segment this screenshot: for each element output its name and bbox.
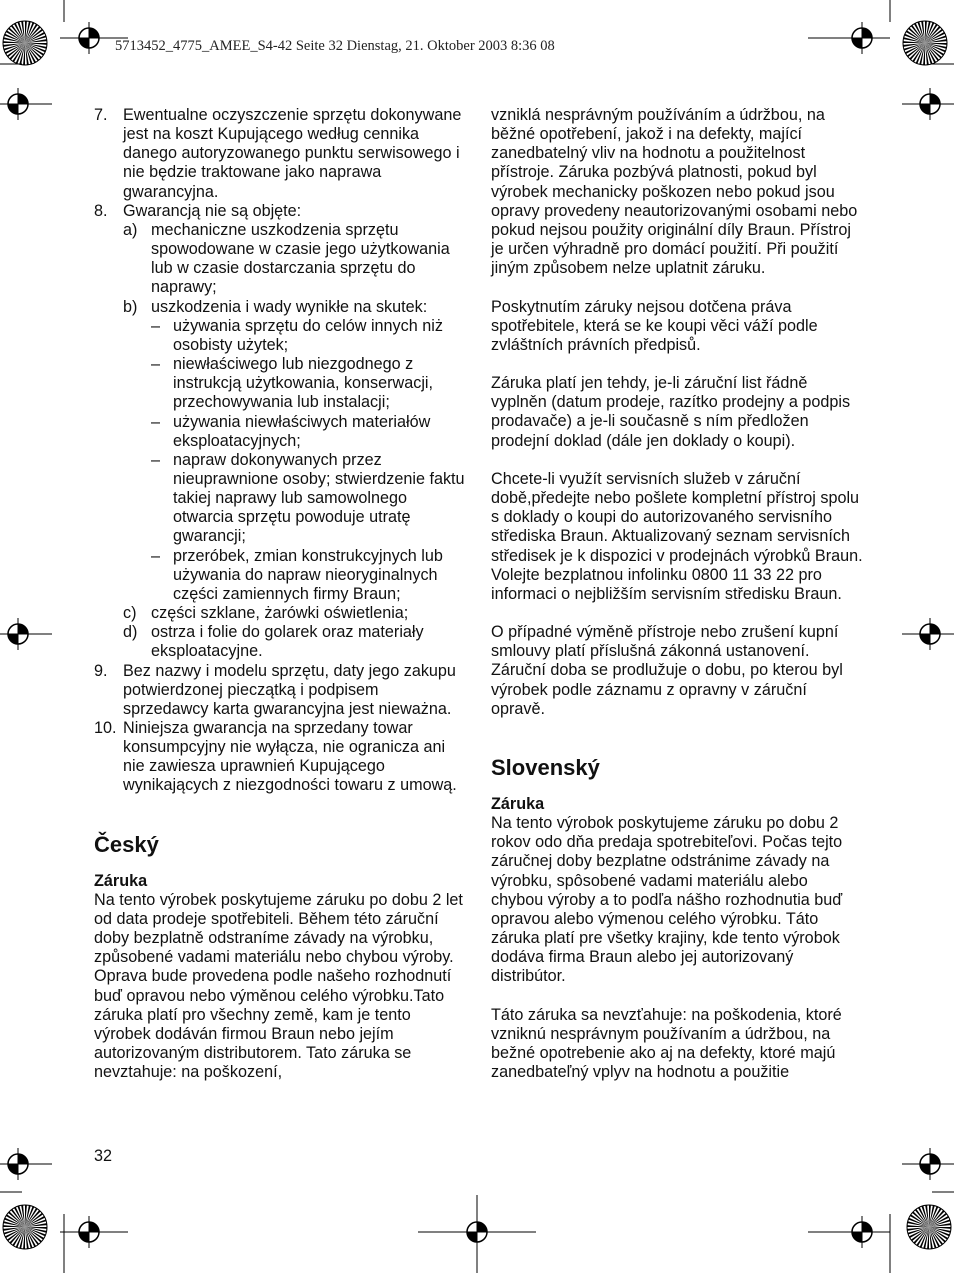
list-number: 9. bbox=[94, 661, 108, 680]
subheading-zaruka: Záruka bbox=[94, 871, 148, 890]
paragraph: Chcete-li využít servisních služeb v záruční době,předejte nebo pošlete kompletní přístroj spolu s doklady o koupi do autorizovaného servisního střediska Braun. Aktualizovaný seznam servisních středisek je k dispozici v prodejnách výrobků Braun. bbox=[491, 469, 863, 565]
paragraph: Na tento výrobek poskytujeme záruku po dobu 2 let od data prodeje spotřebiteli. Během této záruční doby bezplatně odstraníme závady na výrobku, způsobené vadami materiálu nebo chybou výroby. Oprava bude provedena podle našeho rozhodnutí buď opravou nebo výměnou celého výrobku.Tato záruka platí pro všechny země, kam je tento výrobek dodáván firmou Braun nebo jejím autorizovaným distributorem. Tato záruka se nevztahuje: na poškození, bbox=[94, 890, 463, 1082]
paragraph: Volejte bezplatnou infolinku 0800 11 33 22 pro informaci o nejbližším servisním středisku Braun. bbox=[491, 565, 842, 603]
dash-marker: – bbox=[151, 412, 161, 431]
sub-item bbox=[123, 604, 466, 623]
dash-item bbox=[151, 413, 466, 451]
list-text: Niniejsza gwarancja na sprzedany towar konsumpcyjny nie wyłącza, nie ogranicza ani nie zawiesza uprawnień Kupującego wynikających z niezgodności towaru z umową. bbox=[123, 719, 457, 795]
list-item bbox=[94, 719, 466, 796]
paragraph: O případné výměně přístroje nebo zrušení kupní smlouvy platí příslušná zákonná ustanovení. Záruční doba se prodlužuje o dobu, po kterou byl výrobek podle záznamu z opravny v záruční opravě. bbox=[491, 623, 843, 718]
dash-item bbox=[151, 317, 466, 355]
paragraph: Na tento výrobok poskytujeme záruku po dobu 2 rokov odo dňa predaja spotrebiteľovi. Počas tejto záručnej doby bezplatne odstránime závady na výrobku, spôsobené vadami materiálu alebo chybou výroby a to podľa nášho rozhodnutia buď opravou alebo výmenou celého výrobku. Táto záruka platí pre všetky krajiny, kde tento výrobok dodáva firma Braun alebo jej autorizovaný distribútor. bbox=[491, 814, 843, 986]
paragraph: Táto záruka sa nevzťahuje: na poškodenia, ktoré vzniknú nesprávnym používaním a údržbou, na bežné opotrebenie ako aj na defekty, ktoré majú zanedbateľný vplyv na hodnotu a použitie bbox=[491, 1005, 842, 1082]
paragraph: vzniklá nesprávným používáním a údržbou, na běžné opotřebení, jakož i na defekty, mající zanedbatelný vliv na hodnotu a použitelnost přístroje. Záruka pozbývá platnosti, pokud byl výrobek mechanicky poškozen nebo pokud jsou opravy provedeny neautorizovanými osobami nebo pokud nejsou použity originální díly Braun. Přístroj je určen výhradně pro domácí použití. Při použití jiným způsobem nelze uplatnit záruku. bbox=[491, 106, 858, 278]
dash-item bbox=[151, 451, 466, 547]
subheading-zaruka: Záruka bbox=[491, 794, 545, 813]
sub-item bbox=[123, 298, 466, 317]
sub-letter: c) bbox=[123, 604, 137, 623]
sub-item bbox=[123, 221, 466, 298]
dash-marker: – bbox=[151, 316, 161, 335]
page-number: 32 bbox=[94, 1147, 113, 1165]
sub-letter: a) bbox=[123, 220, 138, 239]
dash-marker: – bbox=[151, 546, 161, 565]
dash-text: przeróbek, zmian konstrukcyjnych lub używania do napraw nieoryginalnych części zamiennych firmy Braun; bbox=[173, 546, 443, 603]
dash-item bbox=[151, 355, 466, 412]
sub-text: części szklane, żarówki oświetlenia; bbox=[151, 604, 409, 623]
list-number: 10. bbox=[94, 719, 117, 737]
sub-letter: d) bbox=[123, 623, 138, 642]
list-number: 8. bbox=[94, 201, 108, 220]
section-title-slovensky: Slovenský bbox=[491, 754, 600, 780]
list-item bbox=[94, 106, 466, 202]
dash-text: używania niewłaściwych materiałów eksploatacyjnych; bbox=[173, 412, 431, 450]
dash-text: używania sprzętu do celów innych niż osobisty użytek; bbox=[173, 316, 443, 354]
list-item bbox=[94, 202, 466, 662]
section-title-cesky: Český bbox=[94, 831, 159, 857]
paragraph: Záruka platí jen tehdy, je-li záruční list řádně vyplněn (datum prodeje, razítko prodejny a podpis prodavače) a je-li současně s ním předložen prodejní doklad (dále jen doklady o koupi). bbox=[491, 374, 851, 450]
list-text: Bez nazwy i modelu sprzętu, daty jego zakupu potwierdzonej pieczątką i podpisem sprzedawcy karta gwarancyjna jest nieważna. bbox=[123, 661, 456, 718]
sub-text: ostrza i folie do golarek oraz materiały eksploatacyjne. bbox=[151, 623, 424, 661]
dash-marker: – bbox=[151, 355, 161, 374]
sub-text: uszkodzenia i wady wynikłe na skutek: bbox=[151, 297, 428, 316]
sub-item bbox=[123, 623, 466, 661]
dash-marker: – bbox=[151, 450, 161, 469]
list-text: Ewentualne oczyszczenie sprzętu dokonywane jest na koszt Kupującego według cennika danego autoryzowanego punktu serwisowego i nie będzie traktowane jako naprawa gwarancyjna. bbox=[123, 106, 462, 201]
print-header: 5713452_4775_AMEE_S4-42 Seite 32 Dienstag, 21. Oktober 2003 8:36 08 bbox=[115, 38, 555, 54]
list-text: Gwarancją nie są objęte: bbox=[123, 201, 302, 220]
list-item bbox=[94, 662, 466, 719]
sub-letter: b) bbox=[123, 297, 138, 316]
sub-text: mechaniczne uszkodzenia sprzętu spowodowane w czasie jego użytkowania lub w czasie dostarczania sprzętu do naprawy; bbox=[151, 220, 450, 297]
left-column bbox=[94, 106, 466, 1082]
list-number: 7. bbox=[94, 106, 108, 124]
dash-text: niewłaściwego lub niezgodnego z instrukcją użytkowania, konserwacji, przechowywania lub instalacji; bbox=[173, 355, 434, 412]
dash-item bbox=[151, 547, 466, 604]
paragraph: Poskytnutím záruky nejsou dotčena práva spotřebitele, která se ke koupi věci váží podle zvláštních právních předpisů. bbox=[491, 297, 818, 354]
dash-text: napraw dokonywanych przez nieuprawnione osoby; stwierdzenie faktu takiej naprawy lub samowolnego otwarcia sprzętu powoduje utratę gwarancji; bbox=[173, 450, 465, 546]
right-column bbox=[491, 106, 863, 1082]
